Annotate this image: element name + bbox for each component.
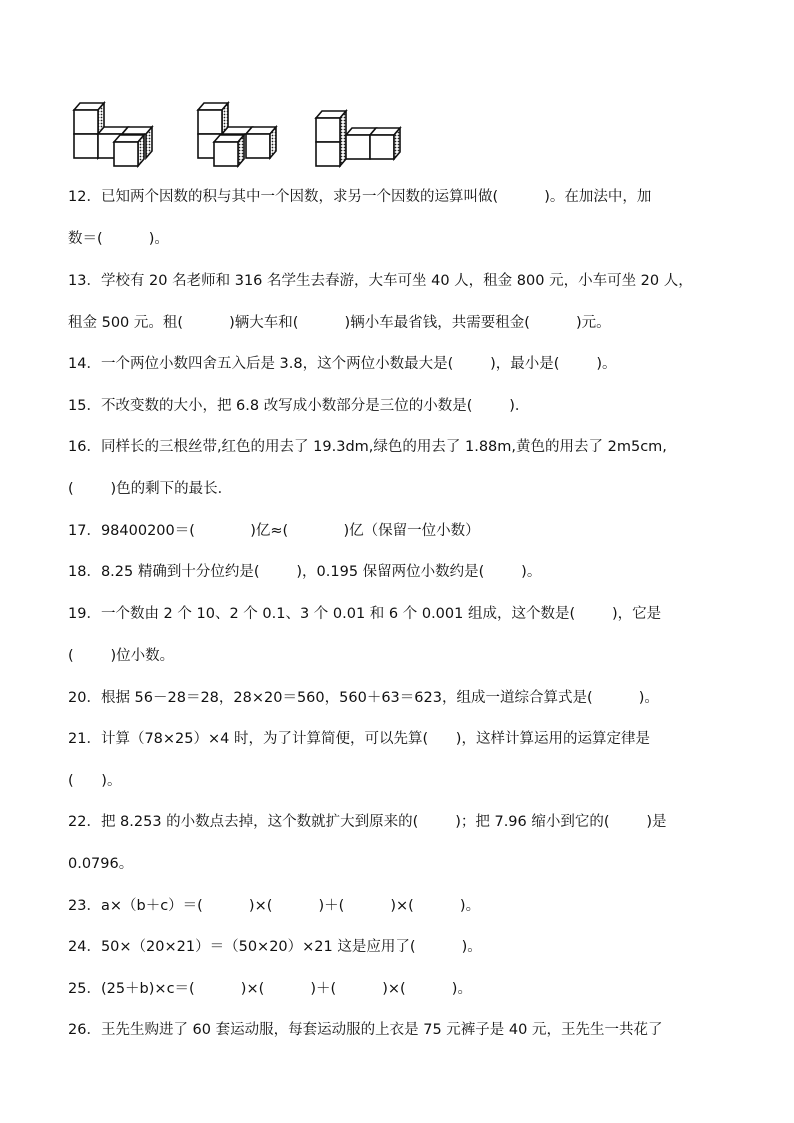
cube-figure-3 [316, 111, 400, 166]
cube-figures-drawing [70, 98, 430, 174]
question-13-line-2: 租金 500 元。租( )辆大车和( )辆小车最省钱，共需要租金( )元。 [68, 315, 611, 331]
question-14: 14．一个两位小数四舍五入后是 3.8，这个两位小数最大是( )，最小是( )。 [68, 356, 617, 372]
cube-figure-2 [198, 103, 276, 166]
question-18: 18．8.25 精确到十分位约是( )，0.195 保留两位小数约是( )。 [68, 564, 542, 580]
question-15: 15．不改变数的大小，把 6.8 改写成小数部分是三位的小数是( )． [68, 398, 530, 414]
question-16-line-1: 16．同样长的三根丝带,红色的用去了 19.3dm,绿色的用去了 1.88m,黄色的用去了 2m5cm, [68, 439, 667, 455]
question-21-line-1: 21．计算（78×25）×4 时，为了计算简便，可以先算( )，这样计算运用的运算定律是 [68, 731, 650, 747]
question-21-line-2: ( )。 [68, 773, 122, 789]
question-23: 23．a×（b＋c）＝( )×( )＋( )×( )。 [68, 898, 481, 914]
cube-figures [70, 98, 430, 174]
question-19-line-2: ( )位小数。 [68, 648, 175, 664]
question-19-line-1: 19．一个数由 2 个 10、2 个 0.1、3 个 0.01 和 6 个 0.001 组成，这个数是( )，它是 [68, 606, 662, 622]
question-22-line-1: 22．把 8.253 的小数点去掉，这个数就扩大到原来的( )；把 7.96 缩小到它的( )是 [68, 814, 667, 830]
question-12-line-2: 数＝( )。 [68, 231, 169, 247]
question-25: 25．(25＋b)×c＝( )×( )＋( )×( )。 [68, 981, 472, 997]
question-26-line-1: 26．王先生购进了 60 套运动服，每套运动服的上衣是 75 元裤子是 40 元，王先生一共花了 [68, 1022, 663, 1038]
question-22-line-2: 0.0796。 [68, 856, 134, 872]
question-24: 24．50×（20×21）＝（50×20）×21 这是应用了( )。 [68, 939, 482, 955]
cube-figure-1 [74, 103, 152, 166]
question-17: 17．98400200＝( )亿≈( )亿（保留一位小数） [68, 523, 480, 539]
question-16-line-2: ( )色的剩下的最长． [68, 481, 233, 497]
question-20: 20．根据 56－28＝28，28×20＝560，560＋63＝623，组成一道综合算式是( )。 [68, 690, 659, 706]
question-13-line-1: 13．学校有 20 名老师和 316 名学生去春游，大车可坐 40 人，租金 800 元，小车可坐 20 人， [68, 273, 693, 289]
question-12-line-1: 12．已知两个因数的积与其中一个因数，求另一个因数的运算叫做( )。在加法中，加 [68, 189, 652, 205]
